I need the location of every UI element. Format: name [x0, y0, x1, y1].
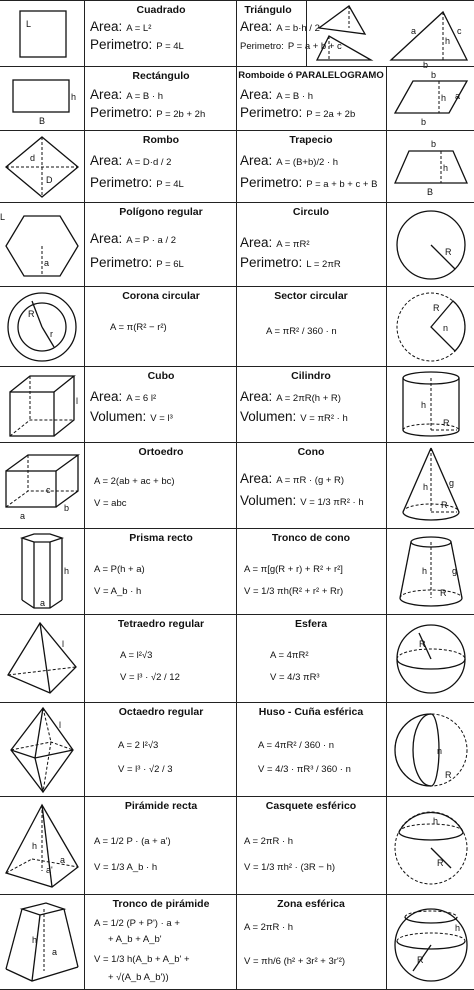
row-poligono-circulo	[0, 202, 474, 287]
formula-title: Circulo	[292, 206, 330, 218]
trapezoid-figure	[386, 131, 474, 203]
square-figure	[0, 1, 85, 67]
formula-text: A = πR · (g + R)	[276, 475, 345, 486]
svg-text:b: b	[64, 503, 70, 513]
formula-title: Huso - Cuña esférica	[258, 706, 364, 718]
formula-text: V = 4/3 πR³	[270, 672, 320, 683]
octahedron-figure	[0, 703, 85, 797]
formula-label: Perimetro:	[240, 255, 303, 270]
formula-text: A = πR² / 360 · n	[266, 326, 337, 337]
cone-figure	[386, 443, 474, 529]
formula-text: A = b·h / 2	[276, 23, 320, 34]
prism-figure	[0, 529, 85, 615]
formula-text: P = 6L	[156, 259, 184, 270]
formula-title: Tronco de cono	[271, 532, 351, 544]
row-cubo-cilindro	[0, 366, 474, 443]
row-ortoedro-cono	[0, 442, 474, 529]
svg-text:b: b	[423, 60, 429, 70]
svg-text:h: h	[71, 92, 77, 102]
formula-title: Romboide ó PARALELOGRAMO	[238, 70, 384, 81]
svg-text:n: n	[437, 746, 443, 756]
formula-text: A = 6 l²	[126, 393, 157, 404]
svg-text:L: L	[0, 212, 6, 222]
row-rectangulo-romboide	[0, 66, 474, 131]
formula-text: + A_b + A_b'	[108, 934, 162, 945]
svg-text:R: R	[417, 955, 424, 965]
cell-trapecio	[236, 131, 386, 203]
svg-text:a: a	[20, 511, 26, 521]
formula-text: P = 4L	[156, 179, 184, 190]
formula-title: Casquete esférico	[265, 800, 357, 812]
svg-text:h: h	[423, 482, 429, 492]
cell-cono	[236, 443, 386, 529]
svg-text:a: a	[52, 947, 58, 957]
svg-text:R: R	[437, 858, 444, 868]
svg-text:b: b	[431, 139, 437, 149]
svg-text:B: B	[39, 116, 46, 126]
formula-text: A = 1/2 (P + P') · a +	[94, 918, 180, 929]
svg-text:R: R	[445, 770, 452, 780]
formula-text: P = 2b + 2h	[156, 109, 206, 120]
formula-title: Octaedro regular	[118, 706, 204, 718]
formula-title: Cuadrado	[136, 4, 186, 16]
formula-title: Pirámide recta	[124, 800, 198, 812]
svg-text:h: h	[422, 566, 428, 576]
frustum-pyramid-figure	[0, 895, 85, 989]
formula-label: Perimetro:	[240, 105, 303, 120]
annulus-figure	[0, 287, 85, 367]
svg-text:r: r	[50, 329, 53, 339]
row-rombo-trapecio	[0, 130, 474, 203]
cell-prisma	[86, 529, 237, 615]
formula-text: V = A_b · h	[94, 586, 142, 597]
row-tetraedro-esfera	[0, 614, 474, 703]
formula-title: Triángulo	[244, 4, 292, 16]
formula-title: Rombo	[142, 134, 180, 146]
formula-title: Rectángulo	[132, 70, 190, 82]
row-prisma-tronco-cono	[0, 528, 474, 615]
cell-zona	[236, 895, 386, 989]
rhombus-figure	[0, 131, 85, 203]
formula-title: Ortoedro	[138, 446, 184, 458]
formula-label: Area:	[90, 153, 123, 168]
formula-text: A = 2πR · h	[244, 922, 294, 933]
formula-text: P = a + b + c	[287, 41, 342, 52]
formula-text: A = B · h	[276, 91, 313, 102]
formula-text: V = 1/3 A_b · h	[94, 862, 158, 873]
svg-text:l: l	[62, 639, 64, 649]
formula-text: P = 2a + 2b	[306, 109, 356, 120]
cell-romboide	[236, 67, 386, 131]
cylinder-figure	[386, 367, 474, 443]
svg-text:R: R	[419, 639, 426, 649]
formula-text: A = 1/2 P · (a + a')	[94, 836, 171, 847]
formula-text: V = 4/3 · πR³ / 360 · n	[258, 764, 351, 775]
formula-text: V = l³	[150, 413, 173, 424]
svg-text:a': a'	[46, 865, 53, 875]
svg-text:R: R	[28, 309, 35, 319]
svg-text:R: R	[443, 418, 450, 428]
formula-text: P = 4L	[156, 41, 184, 52]
formula-text: V = 1/3 πh² · (3R − h)	[244, 862, 336, 873]
svg-text:h: h	[455, 923, 461, 933]
formula-label: Area:	[240, 235, 273, 250]
formula-text: V = l³ · √2 / 12	[120, 672, 180, 683]
svg-text:h: h	[32, 841, 38, 851]
cell-cubo	[86, 367, 237, 443]
frustum-cone-figure	[386, 529, 474, 615]
svg-text:L: L	[26, 19, 32, 29]
row-octaedro-huso	[0, 702, 474, 797]
svg-text:R: R	[441, 500, 448, 510]
svg-text:h: h	[443, 163, 449, 173]
formula-text: A = P · a / 2	[126, 235, 177, 246]
svg-text:h: h	[421, 400, 427, 410]
formula-title: Cono	[297, 446, 325, 458]
formula-label: Volumen:	[240, 493, 297, 508]
formula-title: Trapecio	[289, 134, 333, 146]
svg-text:h: h	[64, 566, 70, 576]
cell-circulo	[236, 203, 386, 287]
formula-text: V = 1/3 h(A_b + A_b' +	[94, 954, 190, 965]
svg-text:l: l	[76, 396, 78, 406]
cell-tronco-cono	[236, 529, 386, 615]
svg-text:g: g	[449, 478, 455, 488]
row-corona-sector	[0, 286, 474, 367]
sphere-figure	[386, 615, 474, 703]
row-cuadrado-triangulo	[0, 0, 474, 70]
row-piramide-casquete	[0, 796, 474, 895]
sector-figure	[386, 287, 474, 367]
formula-title: Cubo	[147, 370, 175, 382]
svg-text:a: a	[411, 26, 417, 36]
formula-text: V = l³ · √2 / 3	[118, 764, 173, 775]
formula-label: Area:	[90, 389, 123, 404]
formula-title: Esfera	[294, 618, 328, 630]
cell-triangulo	[236, 1, 342, 67]
cell-poligono	[86, 203, 237, 287]
svg-text:a: a	[44, 258, 50, 268]
svg-text:h: h	[445, 36, 451, 46]
pyramid-figure	[0, 797, 85, 895]
formula-text: A = 2πR · h	[244, 836, 294, 847]
tetrahedron-figure	[0, 615, 85, 703]
cell-cilindro	[236, 367, 386, 443]
spherical-zone-figure	[386, 895, 474, 989]
cell-piramide	[86, 797, 237, 895]
formula-label: Perimetro:	[90, 37, 153, 52]
svg-text:a: a	[455, 91, 461, 101]
formula-label: Perimetro:	[240, 175, 303, 190]
cell-cuadrado	[86, 1, 237, 67]
svg-text:h: h	[433, 816, 439, 826]
formula-label: Area:	[90, 87, 123, 102]
formula-text: L = 2πR	[306, 259, 341, 270]
formula-text: A = π(R² − r²)	[110, 322, 167, 333]
formula-text: A = 4πR²	[270, 650, 309, 661]
formula-text: P = a + b + c + B	[306, 179, 378, 190]
formula-label: Area:	[90, 19, 123, 34]
row-tronco-piramide-zona	[0, 894, 474, 990]
formula-title: Prisma recto	[129, 532, 193, 544]
circle-figure	[386, 203, 474, 287]
svg-text:d: d	[30, 153, 36, 163]
cell-rectangulo	[86, 67, 237, 131]
cube-figure	[0, 367, 85, 443]
formula-label: Area:	[90, 231, 123, 246]
formula-text: A = 2 l²√3	[118, 740, 159, 751]
formula-text: V = πR² · h	[300, 413, 348, 424]
hexagon-figure	[0, 203, 85, 287]
cuboid-figure	[0, 443, 85, 529]
cell-octaedro	[86, 703, 237, 797]
cell-tetraedro	[86, 615, 237, 703]
svg-text:R: R	[433, 303, 440, 313]
svg-text:g: g	[452, 566, 458, 576]
svg-text:l: l	[59, 720, 61, 730]
svg-text:a: a	[40, 598, 46, 608]
svg-text:n: n	[443, 323, 449, 333]
cell-sector	[236, 287, 386, 367]
svg-text:D: D	[46, 175, 53, 185]
formula-text: A = π[g(R + r) + R² + r²]	[244, 564, 343, 575]
svg-text:b: b	[421, 117, 427, 127]
formula-label: Volumen:	[90, 409, 147, 424]
formula-text: V = πh/6 (h² + 3r² + 3r'²)	[244, 956, 346, 967]
formula-title: Tronco de pirámide	[112, 898, 210, 910]
formula-text: V = 1/3 πh(R² + r² + Rr)	[244, 586, 344, 597]
formula-title: Zona esférica	[277, 898, 345, 910]
formula-text: A = P(h + a)	[94, 564, 145, 575]
formula-title: Polígono regular	[119, 206, 203, 218]
svg-text:c: c	[457, 26, 462, 36]
cell-tronco-piramide	[86, 895, 237, 989]
cell-huso	[236, 703, 386, 797]
svg-text:R: R	[445, 247, 452, 257]
formula-text: A = D·d / 2	[126, 157, 172, 168]
formula-label: Volumen:	[240, 409, 297, 424]
formula-text: A = 4πR² / 360 · n	[258, 740, 334, 751]
formula-label: Area:	[240, 87, 273, 102]
formula-label: Perimetro:	[90, 105, 153, 120]
cell-ortoedro	[86, 443, 237, 529]
formula-label: Perimetro:	[240, 41, 284, 52]
cell-corona	[86, 287, 237, 367]
svg-text:b: b	[431, 70, 437, 80]
formula-text: V = 1/3 πR² · h	[300, 497, 364, 508]
formula-label: Perimetro:	[90, 175, 153, 190]
svg-text:h: h	[441, 93, 447, 103]
formula-label: Area:	[240, 153, 273, 168]
svg-text:a: a	[60, 855, 66, 865]
formula-label: Area:	[240, 19, 273, 34]
formula-title: Tetraedro regular	[117, 618, 205, 630]
formula-text: A = (B+b)/2 · h	[276, 157, 339, 168]
spherical-wedge-figure	[386, 703, 474, 797]
formula-text: V = abc	[94, 498, 127, 509]
formula-title: Corona circular	[122, 290, 200, 302]
formula-text: A = B · h	[126, 91, 163, 102]
formula-label: Perimetro:	[90, 255, 153, 270]
cell-casquete	[236, 797, 386, 895]
spherical-cap-figure	[386, 797, 474, 895]
formula-text: A = l²√3	[120, 650, 153, 661]
parallelogram-figure	[386, 67, 474, 131]
formula-label: Area:	[240, 471, 273, 486]
formula-title: Cilindro	[291, 370, 331, 382]
svg-text:h: h	[32, 935, 38, 945]
triangle-figures	[306, 1, 474, 70]
rectangle-figure	[0, 67, 85, 131]
svg-text:B: B	[427, 187, 434, 197]
cell-rombo	[86, 131, 237, 203]
formula-text: A = 2(ab + ac + bc)	[94, 476, 175, 487]
cell-esfera	[236, 615, 386, 703]
formula-text: + √(A_b A_b'))	[108, 972, 169, 983]
formula-text: A = 2πR(h + R)	[276, 393, 341, 404]
formula-title: Sector circular	[274, 290, 348, 302]
svg-text:c: c	[46, 485, 51, 495]
formula-text: A = L²	[126, 23, 152, 34]
formula-text: A = πR²	[276, 239, 310, 250]
svg-text:R: R	[440, 588, 447, 598]
formula-label: Area:	[240, 389, 273, 404]
